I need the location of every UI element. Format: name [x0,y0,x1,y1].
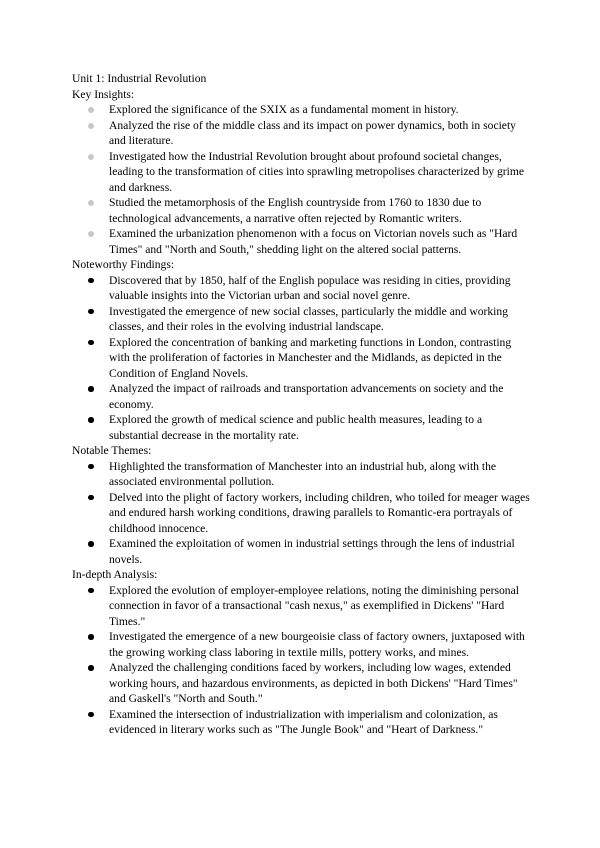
list-item-text: Investigated the emergence of a new bourgeoisie class of factory owners, juxtaposed with the growing working class laboring in textile mills, pottery works, and mines. [109,630,525,659]
list-item [72,118,532,149]
list-item-text: Analyzed the rise of the middle class and its impact on power dynamics, both in society and literature. [109,118,516,147]
hollow-bullet-icon [88,123,94,129]
list-item-text: Delved into the plight of factory workers, including children, who toiled for meager wages and endured harsh working conditions, drawing parallels to Romantic-era portrayals of childhood innocence. [109,490,530,535]
list-item [72,304,532,335]
list-item [72,459,532,490]
list-item-text: Explored the evolution of employer-employee relations, noting the diminishing personal connection in favor of a transactional "cash nexus," as exemplified in Dickens' "Hard Times." [109,583,519,628]
solid-bullet-icon [88,495,94,501]
list-item-text: Studied the metamorphosis of the English countryside from 1760 to 1830 due to technological advancements, a narrative often rejected by Romantic writers. [109,196,482,225]
list-item [72,490,532,537]
hollow-bullet-icon [88,200,94,206]
section-key-insights [72,87,532,258]
list-item [72,102,532,118]
list-item-text: Analyzed the challenging conditions faced by workers, including low wages, extended working hours, and hazardous environments, as depicted in both Dickens' "Hard Times" and Gaskell's "North and South." [109,661,518,705]
bullet-list [72,583,532,738]
bullet-list [72,273,532,444]
list-item [72,412,532,443]
section-noteworthy-findings [72,257,532,443]
solid-bullet-icon [88,464,94,470]
solid-bullet-icon [88,417,94,423]
list-item-text: Explored the significance of the SXIX as a fundamental moment in history. [109,103,459,116]
section-heading: Key Insights: [72,87,135,101]
document-body [72,71,532,738]
document-title: Unit 1: Industrial Revolution [72,72,207,85]
section-heading: Noteworthy Findings: [72,258,175,271]
list-item [72,335,532,382]
list-item [72,381,532,412]
list-item-text: Examined the urbanization phenomenon with a focus on Victorian novels such as "Hard Times" and "North and South," shedding light on the altered social patterns. [109,227,518,256]
list-item [72,149,532,196]
list-item [72,195,532,226]
list-item [72,536,532,567]
list-item [72,629,532,660]
solid-bullet-icon [88,712,94,718]
list-item [72,273,532,304]
list-item-text: Highlighted the transformation of Manchester into an industrial hub, along with the associated environmental pollution. [109,459,497,488]
section-notable-themes [72,443,532,567]
list-item [72,707,532,738]
list-item-text: Investigated how the Industrial Revolution brought about profound societal changes, leading to the transformation of cities into sprawling metropolises characterized by grime and darkness. [109,149,524,194]
bullet-list [72,102,532,257]
solid-bullet-icon [88,588,94,594]
hollow-bullet-icon [88,154,94,160]
list-item-text: Explored the concentration of banking and marketing functions in London, contrasting with the proliferation of factories in Manchester and the Midlands, as depicted in the Condition of England Novels. [109,335,512,380]
solid-bullet-icon [88,278,94,284]
hollow-bullet-icon [88,107,94,113]
list-item-text: Explored the growth of medical science and public health measures, leading to a substantial decrease in the mortality rate. [109,413,483,442]
list-item [72,660,532,707]
list-item [72,583,532,630]
list-item-text: Discovered that by 1850, half of the English populace was residing in cities, providing valuable insights into the Victorian urban and social novel genre. [109,273,511,302]
solid-bullet-icon [88,340,94,346]
list-item [72,226,532,257]
list-item-text: Investigated the emergence of new social classes, particularly the middle and working classes, and their roles in the evolving industrial landscape. [109,304,508,333]
list-item-text: Examined the intersection of industrialization with imperialism and colonization, as evidenced in literary works such as "The Jungle Book" and "Heart of Darkness." [109,707,498,736]
list-item-text: Analyzed the impact of railroads and transportation advancements on society and the economy. [109,382,504,411]
solid-bullet-icon [88,665,94,671]
hollow-bullet-icon [88,231,94,237]
section-in-depth-analysis [72,567,532,738]
section-heading: Notable Themes: [72,444,152,457]
solid-bullet-icon [88,541,94,547]
solid-bullet-icon [88,309,94,315]
solid-bullet-icon [88,386,94,392]
solid-bullet-icon [88,634,94,640]
list-item-text: Examined the exploitation of women in industrial settings through the lens of industrial novels. [109,537,515,566]
section-heading: In-depth Analysis: [72,568,158,581]
bullet-list [72,459,532,568]
